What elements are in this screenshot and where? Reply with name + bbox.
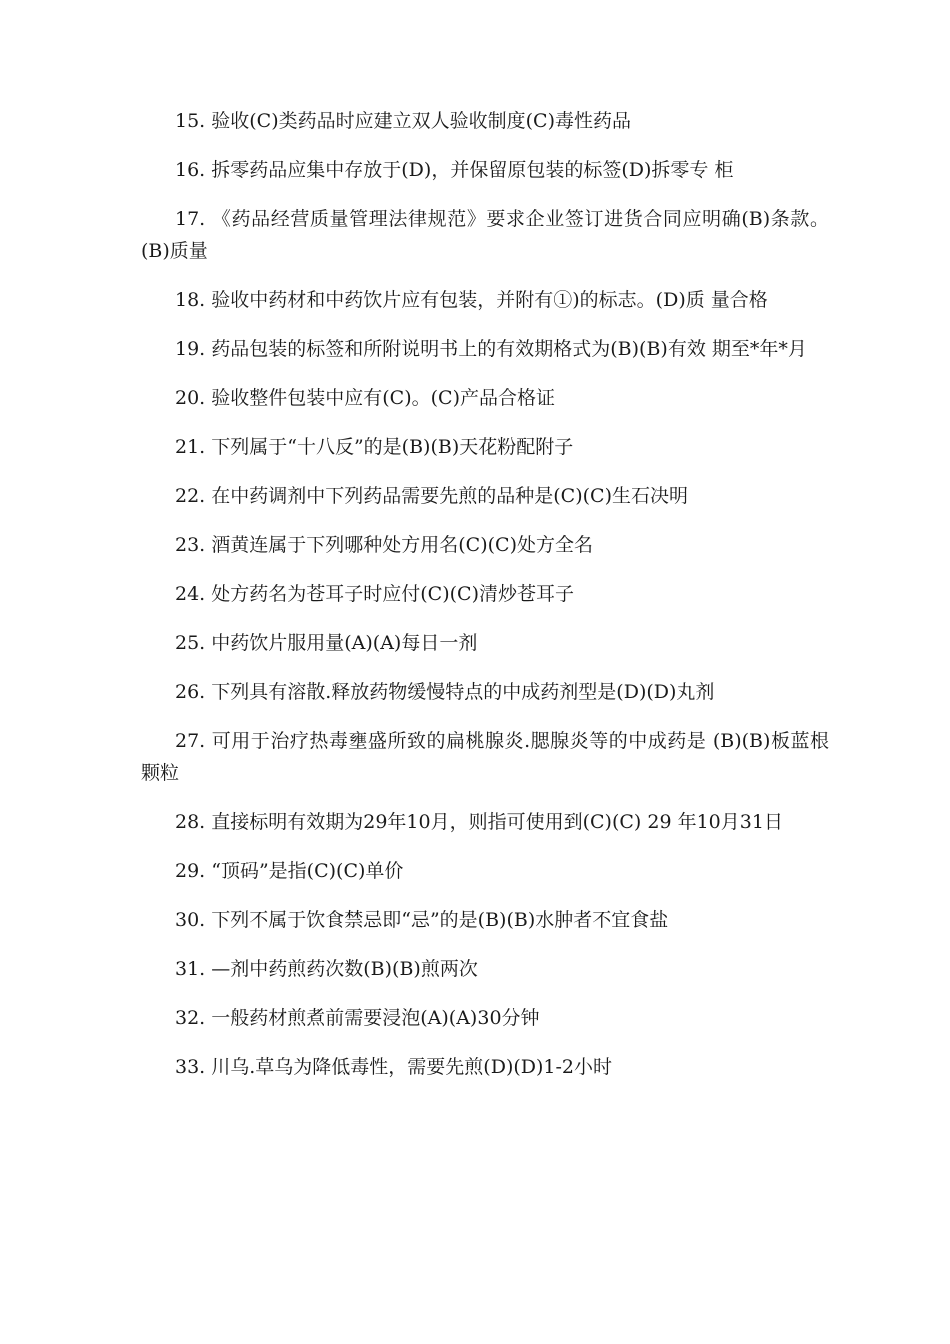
list-item: 27. 可用于治疗热毒壅盛所致的扁桃腺炎.腮腺炎等的中成药是 (B)(B)板蓝根颗粒	[141, 730, 829, 784]
list-item: 23. 酒黄连属于下列哪种处方用名(C)(C)处方全名	[175, 534, 593, 556]
list-item: 29. “顶码”是指(C)(C)单价	[175, 860, 404, 882]
list-item: 16. 拆零药品应集中存放于(D)，并保留原包装的标签(D)拆零专 柜	[175, 159, 734, 181]
list-item: 24. 处方药名为苍耳子时应付(C)(C)清炒苍耳子	[175, 583, 574, 605]
list-item: 19. 药品包装的标签和所附说明书上的有效期格式为(B)(B)有效 期至*年*月	[175, 338, 807, 360]
list-item: 25. 中药饮片服用量(A)(A)每日一剂	[175, 632, 478, 654]
list-item: 28. 直接标明有效期为29年10月，则指可使用到(C)(C) 29 年10月31日	[175, 811, 783, 833]
question-list	[141, 105, 829, 1100]
list-item: 30. 下列不属于饮食禁忌即“忌”的是(B)(B)水肿者不宜食盐	[175, 909, 669, 931]
list-item: 22. 在中药调剂中下列药品需要先煎的品种是(C)(C)生石决明	[175, 485, 688, 507]
list-item: 32. 一般药材煎煮前需要浸泡(A)(A)30分钟	[175, 1007, 540, 1029]
list-item: 31. —剂中药煎药次数(B)(B)煎两次	[175, 958, 478, 980]
list-item: 18. 验收中药材和中药饮片应有包装，并附有①)的标志。(D)质 量合格	[175, 289, 768, 311]
list-item: 21. 下列属于“十八反”的是(B)(B)天花粉配附子	[175, 436, 574, 458]
list-item: 20. 验收整件包装中应有(C)。(C)产品合格证	[175, 387, 555, 409]
list-item: 26. 下列具有溶散.释放药物缓慢特点的中成药剂型是(D)(D)丸剂	[175, 681, 715, 703]
list-item: 17. 《药品经营质量管理法律规范》要求企业签订进货合同应明确(B)条款。(B)质量	[141, 208, 829, 262]
list-item: 15. 验收(C)类药品时应建立双人验收制度(C)毒性药品	[175, 110, 631, 132]
list-item: 33. 川乌.草乌为降低毒性，需要先煎(D)(D)1-2小时	[175, 1056, 613, 1078]
